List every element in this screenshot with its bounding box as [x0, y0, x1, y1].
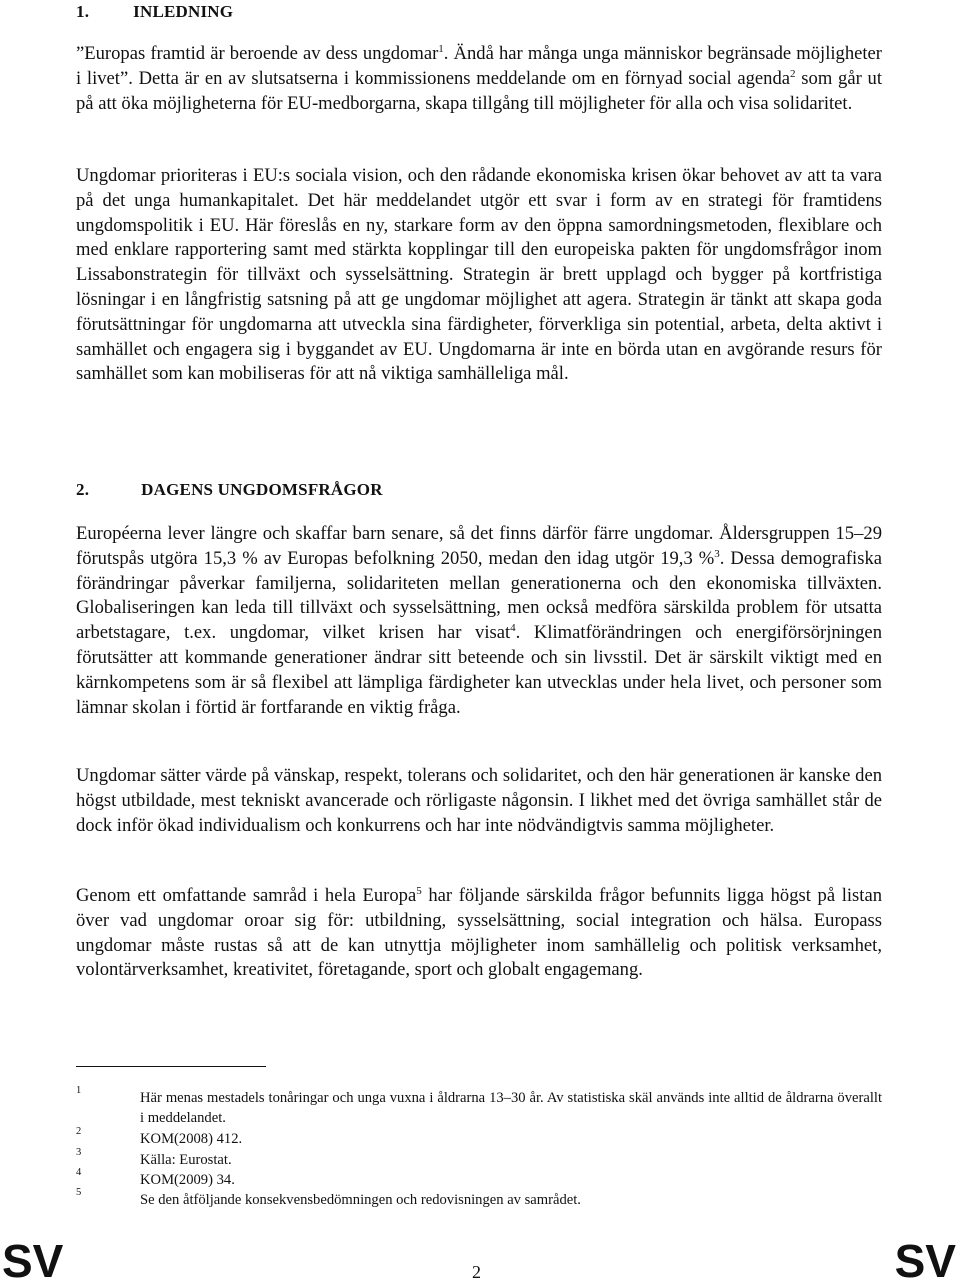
- section-1-heading: [76, 2, 233, 22]
- footnote-ref: 4: [510, 622, 516, 634]
- section-1-number: 1.: [76, 2, 90, 21]
- language-code-left: SV: [2, 1235, 64, 1287]
- paragraph: Ungdomar prioriteras i EU:s sociala vision, och den rådande ekonomiska krisen ökar behovet av att ta vara på det unga humankapitalet. Det här meddelandet utgör ett svar i form av en strategi för framtidens ungdomspolitik i EU. Här föreslås en ny, starkare form av den öppna samordningsmetoden, flexiblare och med enklare rapportering samt med stärkta kopplingar till den europeiska pakten för ungdomsfrågor inom Lissabonstrategin för tillväxt och sysselsättning. Strategin är brett upplagd och bygger på kortfristiga lösningar i en långfristig satsning på att ge ungdomar möjlighet att agera. Strategin är tänkt att skapa goda förutsättningar för ungdomarna att utveckla sina färdigheter, förverkliga sin potential, arbeta, delta aktivt i samhället och engagera sig i byggandet av EU. Ungdomarna är inte en börda utan en avgörande resurs för samhället som kan mobiliseras för att nå viktiga samhälleliga mål.: [76, 165, 882, 385]
- section-2-title: DAGENS UNGDOMSFRÅGOR: [141, 480, 383, 499]
- footnote-text: KOM(2009) 34.: [140, 1172, 235, 1188]
- section-2-number: 2.: [76, 480, 90, 499]
- footnote-number: 4: [76, 1167, 82, 1178]
- footnote-number: 2: [76, 1126, 82, 1137]
- footnote-number: 3: [76, 1147, 82, 1158]
- paragraph: Ungdomar sätter värde på vänskap, respekt, tolerans och solidaritet, och den här generationen är kanske den högst utbildade, mest tekniskt avancerade och rörligaste någonsin. I likhet med det övriga samhället står de dock inför ökad individualism och konkurrens och har inte nödvändigtvis samma möjligheter.: [76, 765, 882, 836]
- footnote-ref: 2: [790, 67, 796, 80]
- footnote-ref: 3: [714, 547, 720, 560]
- footnote-number: 1: [76, 1085, 82, 1096]
- footnote-text: KOM(2008) 412.: [140, 1131, 243, 1147]
- footnote-text: Källa: Eurostat.: [140, 1152, 232, 1168]
- page-number: 2: [472, 1262, 481, 1282]
- footnote-ref: 5: [416, 884, 422, 897]
- section-1-title: INLEDNING: [133, 2, 234, 21]
- paragraph: Genom ett omfattande samråd i hela Europa$^5$ har följande särskilda frågor befunnits ligga högst på listan över vad ungdomar oroar sig för: utbildning, sysselsättning, social integration och hälsa. Europass ungdomar måste rustas så att de kan utnyttja möjligheter inom samhällelig och politisk verksamhet, volontärverksamhet, kreativitet, företagande, sport och globalt engagemang.: [76, 884, 882, 981]
- paragraph: ”Europas framtid är beroende av dess ungdomar$^1$. Ändå har många unga människor begränsade möjligheter i livet”. Detta är en av slutsatserna i kommissionens meddelande om en förnyad social agenda$^2$ som går ut på att öka möjligheterna för EU-medborgarna, skapa tillgång till möjligheter för alla och visa solidaritet.: [76, 42, 882, 114]
- language-code-right: SV: [894, 1235, 956, 1287]
- footnote-text: Här menas mestadels tonåringar och unga vuxna i åldrarna 13–30 år. Av statistiska skäl används inte alltid de åldrarna överallt i meddelandet.: [140, 1090, 882, 1126]
- paragraph: Européerna lever längre och skaffar barn senare, så det finns därför färre ungdomar. Åldersgruppen 15–29 förutspås utgöra 15,3 % av Europas befolkning 2050, medan den idag utgör 19,3 %$^3$. Dessa demografiska förändringar påverkar familjerna, solidariteten mellan generationerna och den ekonomiska tillväxten. Globaliseringen kan leda till tillväxt och sysselsättning, men också medföra särskilda problem för utsatta arbetstagare, t.ex. ungdomar, vilket krisen har visat$^4$. Klimatförändringen och energiförsörjningen förutsätter att kommande generationer ändrar sitt beteende och sin livsstil. Det är särskilt viktigt med en kärnkompetens som är så flexibel att lämpliga färdigheter kan utvecklas under hela livet, och personer som lämnar skolan i förtid är fortfarande en viktig fråga.: [76, 523, 882, 718]
- footnote-number: 5: [76, 1187, 82, 1198]
- footnote-text: Se den åtföljande konsekvensbedömningen och redovisningen av samrådet.: [140, 1192, 581, 1208]
- section-2-heading: [76, 480, 383, 500]
- footnote-ref: 1: [438, 42, 444, 55]
- footnote-separator: [76, 1066, 266, 1067]
